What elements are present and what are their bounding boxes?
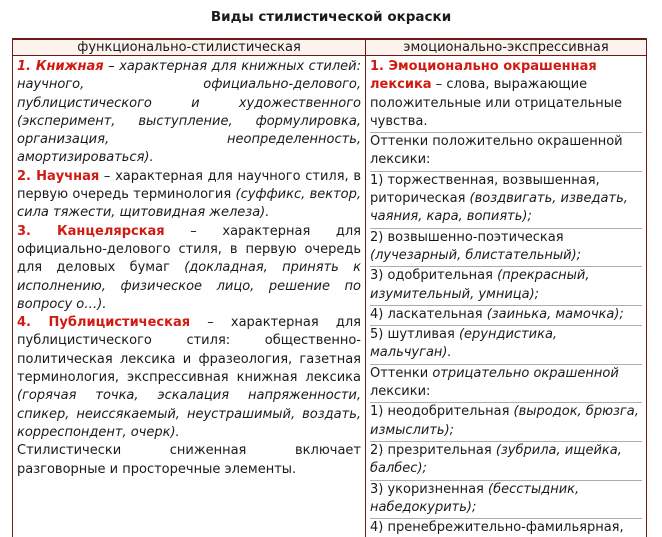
positive-intro: Оттенки положительно окрашенной лексики:: [370, 132, 642, 170]
page-title: Виды стилистической окраски: [0, 9, 662, 25]
chancellery-style-item: [17, 223, 361, 314]
negative-intro: Оттенки отрицательно окрашенной лексики:: [370, 364, 642, 402]
functional-stylistic-cell: [13, 56, 366, 537]
scientific-style-item: [17, 168, 361, 223]
book-style-item: [17, 58, 361, 168]
list-item: 4) пренебрежительно-фамильярная,: [370, 518, 642, 537]
emotional-lexicon-item: [370, 58, 642, 131]
item-text: – характерная для официально-делового стиля, в первую очередь для деловых бумаг: [17, 224, 361, 276]
header-functional-stylistic: функционально-стилистическая: [13, 39, 366, 56]
header-emotional-expressive: эмоционально-экспрессивная: [366, 39, 647, 56]
item-examples: (горячая точка, эскалация напряженности, спикер, неиссякаемый, неустрашимый, воздать, корреспондент, очерк).: [17, 388, 361, 440]
table-header-row: [13, 39, 647, 56]
emotional-expressive-cell: [366, 56, 647, 537]
list-item: 4) ласкательная (заинька, мамочка);: [370, 305, 642, 324]
item-text: – характерная для научного стиля, в первую очередь терминология: [17, 169, 361, 202]
list-item: 2) презрительная (зубрила, ищейка, балбес);: [370, 441, 642, 479]
item-label: 1. Книжная: [17, 59, 104, 74]
item-text: – слова, выражающие положительные или отрицательные чувства.: [370, 77, 622, 129]
list-item: 1) неодобрительная (выродок, брюзга, измыслить);: [370, 402, 642, 440]
list-item: 5) шутливая (ерундистика, мальчуган).: [370, 325, 642, 363]
reduced-style-note: Стилистически сниженная включает разговорные и просторечные элементы.: [17, 442, 361, 479]
list-item: 2) возвышенно-поэтическая (лучезарный, блистательный);: [370, 228, 642, 266]
style-coloring-table: [12, 38, 647, 537]
item-label: 2. Научная: [17, 169, 99, 184]
list-item: 3) одобрительная (прекрасный, изумительный, умница);: [370, 266, 642, 304]
item-label: 1. Эмоционально окрашенная лексика: [370, 59, 597, 92]
item-text: – характерная для книжных стилей: научного, официально-делового, публицистического и художественного (эксперимент, выступление, формулировка, организация, неопределенность, амортизироваться).: [17, 59, 361, 165]
item-text: – характерная для публицистического стиля: общественно-политическая лексика и фразеология, газетная терминология, экспрессивная книжная лексика: [17, 315, 361, 385]
item-examples: (докладная, принять к исполнению, физическое лицо, решение по вопросу о…).: [17, 260, 361, 312]
publicistic-style-item: [17, 314, 361, 442]
table-row: [13, 56, 647, 537]
item-examples: (суффикс, вектор, сила тяжести, щитовидная железа).: [17, 187, 361, 220]
list-item: 1) торжественная, возвышенная, риторическая (воздвигать, изведать, чаяния, кара, вопиять);: [370, 171, 642, 227]
list-item: 3) укоризненная (бесстыдник, набедокурить);: [370, 480, 642, 518]
item-label: 4. Публицистическая: [17, 315, 190, 330]
item-label: 3. Канцелярская: [17, 224, 165, 239]
